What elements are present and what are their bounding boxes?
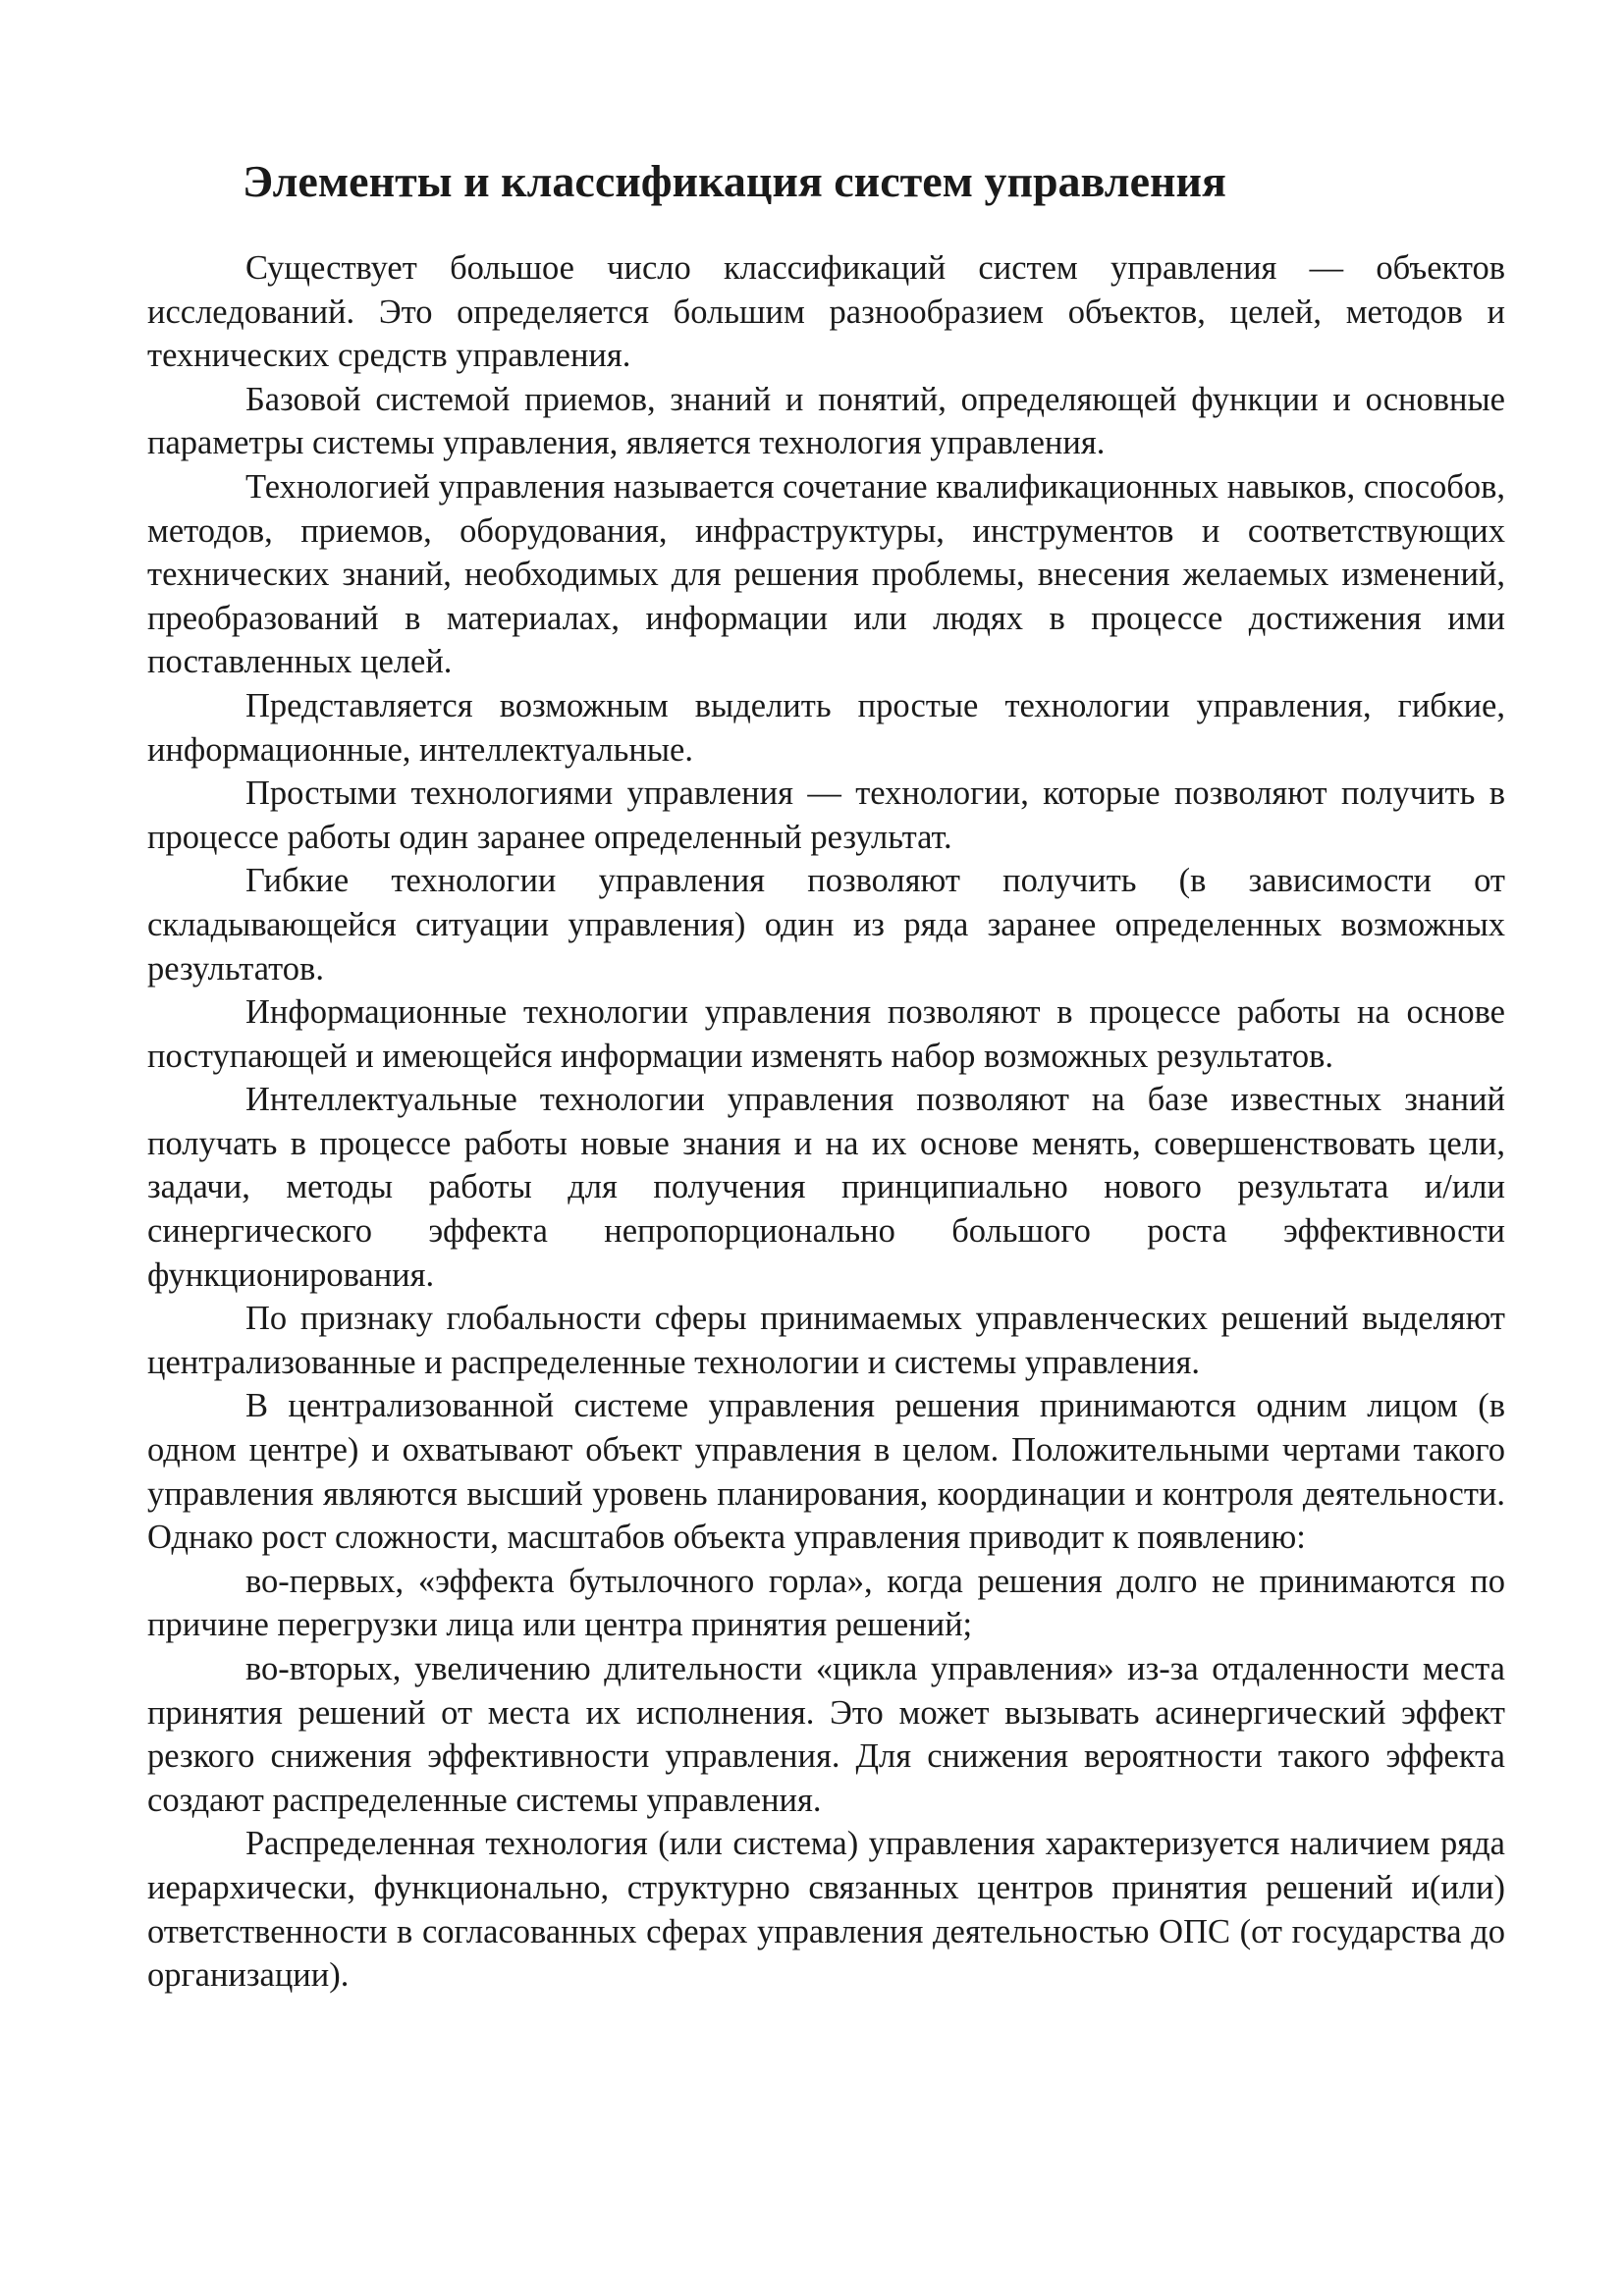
paragraph: Интеллектуальные технологии управления позволяют на базе известных знаний получать в процессе работы новые знания и на их основе менять, совершенствовать цели, задачи, методы работы для получения принципиально нового результата и/или синергического эффекта непропорционально большого роста эффективности функционирования. — [147, 1081, 1505, 1294]
paragraph: Распределенная технология (или система) управления характеризуется наличием ряда иерархически, функционально, структурно связанных центров принятия решений и(или) ответственности в согласованных сферах управления деятельностью ОПС (от государства до организации). — [147, 1825, 1505, 1995]
document-page — [147, 152, 1505, 1998]
paragraph: Существует большое число классификаций систем управления — объектов исследований. Это определяется большим разнообразием объектов, целей, методов и технических средств управления. — [147, 249, 1505, 375]
paragraph: По признаку глобальности сферы принимаемых управленческих решений выделяют централизованные и распределенные технологии и системы управления. — [147, 1300, 1505, 1381]
paragraph: Простыми технологиями управления — технологии, которые позволяют получить в процессе работы один заранее определенный результат. — [147, 774, 1505, 856]
paragraph: Представляется возможным выделить простые технологии управления, гибкие, информационные, интеллектуальные. — [147, 686, 1505, 769]
paragraph: В централизованной системе управления решения принимаются одним лицом (в одном центре) и охватывают объект управления в целом. Положительными чертами такого управления являются высший уровень планирования, координации и контроля деятельности. Однако рост сложности, масштабов объекта управления приводит к появлению: — [147, 1387, 1505, 1557]
paragraph: Базовой системой приемов, знаний и понятий, определяющей функции и основные параметры системы управления, является технология управления. — [147, 380, 1505, 462]
page-title: Элементы и классификация систем управления — [243, 156, 1226, 206]
paragraph: Гибкие технологии управления позволяют получить (в зависимости от складывающейся ситуации управления) один из ряда заранее определенных возможных результатов. — [147, 862, 1505, 988]
paragraph: во-первых, «эффекта бутылочного горла», когда решения долго не принимаются по причине перегрузки лица или центра принятия решений; — [147, 1562, 1505, 1644]
paragraph: Технологией управления называется сочетание квалификационных навыков, способов, методов, приемов, оборудования, инфраструктуры, инструментов и соответствующих технических знаний, необходимых для решения проблемы, внесения желаемых изменений, преобразований в материалах, информации или людях в процессе достижения ими поставленных целей. — [147, 467, 1505, 681]
paragraph: во-вторых, увеличению длительности «цикла управления» из-за отдаленности места принятия решений от места их исполнения. Это может вызывать асинергический эффект резкого снижения эффективности управления. Для снижения вероятности такого эффекта создают распределенные системы управления. — [147, 1650, 1505, 1819]
paragraph: Информационные технологии управления позволяют в процессе работы на основе поступающей и имеющейся информации изменять набор возможных результатов. — [147, 993, 1505, 1075]
document-body — [147, 246, 1505, 1998]
